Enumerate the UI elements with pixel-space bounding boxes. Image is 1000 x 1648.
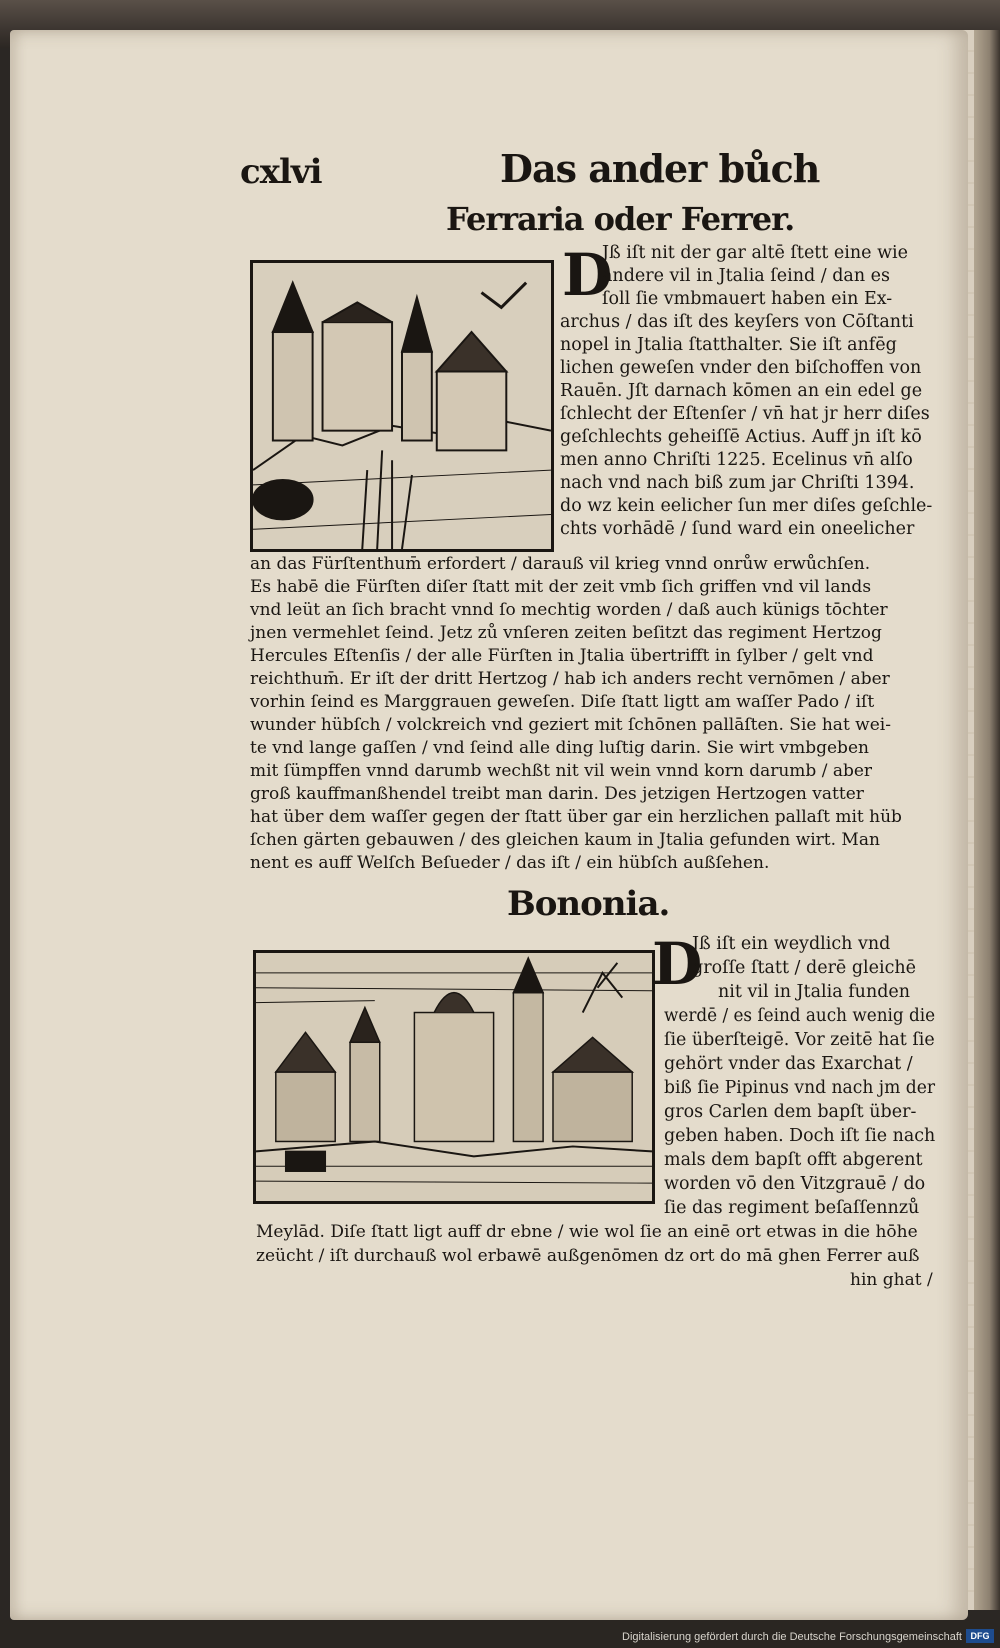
text-line: ſie überſteigē. Vor zeitē hat ſie [664, 1030, 935, 1050]
text-line: vnd leüt an ſich bracht vnnd ſo mechtig worden / daß auch künigs tōchter [250, 600, 888, 620]
text-line: nent es auff Welſch Beſueder / das iſt / ein hübſch außſehen. [250, 853, 770, 873]
folio-number: cxlvi [240, 152, 322, 192]
running-head: Das ander bůch [500, 146, 820, 191]
text-line: reichthum̄. Er iſt der dritt Hertzog / hab ich anders recht vernōmen / aber [250, 669, 890, 689]
text-line: hin ghat / [850, 1270, 933, 1290]
text-line: gros Carlen dem bapſt über- [664, 1102, 917, 1122]
text-line: mit ſümpffen vnnd darumb wechßt nit vil wein vnnd korn darumb / aber [250, 761, 873, 781]
text-line: ſchlecht der Eſtenſer / vn̄ hat jr herr diſes [560, 404, 930, 424]
text-line: an das Fürſtenthum̄ erfordert / darauß vil krieg vnnd onrůw erwůchſen. [250, 554, 871, 574]
text-line: do wz kein eelicher ſun mer diſes geſchle- [560, 496, 933, 516]
text-line: Hercules Eſtenſis / der alle Fürſten in Jtalia übertrifft in ſylber / gelt vnd [250, 646, 874, 666]
text-line: jnen vermehlet ſeind. Jetz zů vnſeren zeiten beſitzt das regiment Hertzog [250, 623, 882, 643]
woodcut-ferraria [250, 260, 554, 552]
text-line: ſoll ſie vmbmauert haben ein Ex- [602, 289, 893, 309]
text-line: ſchen gärten gebauwen / des gleichen kaum in Jtalia gefunden wirt. Man [250, 830, 880, 850]
section-title-bononia: Bononia. [507, 884, 670, 924]
text-line: gehört vnder das Exarchat / [664, 1054, 913, 1074]
text-line: groſſe ſtatt / derē gleichē [692, 958, 917, 978]
text-line: Jß iſt nit der gar altē ſtett eine wie [602, 243, 909, 263]
text-line: nit vil in Jtalia funden [718, 982, 911, 1002]
text-line: vorhin ſeind es Marggrauen geweſen. Diſe ſtatt ligtt am waſſer Pado / iſt [250, 692, 875, 712]
text-line: Jß iſt ein weydlich vnd [692, 934, 891, 954]
text-line: andere vil in Jtalia ſeind / dan es [602, 266, 891, 286]
drop-cap-initial: D [562, 241, 613, 309]
text-line: nopel in Jtalia ſtatthalter. Sie iſt anfēg [560, 335, 897, 355]
section-title-ferraria: Ferraria oder Ferrer. [446, 200, 795, 238]
text-line: biß ſie Pipinus vnd nach jm der [664, 1078, 936, 1098]
text-line: lichen geweſen vnder den biſchoffen von [560, 358, 922, 378]
drop-cap-initial: D [652, 930, 703, 998]
text-line: wunder hübſch / volckreich vnd geziert mit ſchōnen pallāſten. Sie hat wei- [250, 715, 891, 735]
digitization-credit: Digitalisierung gefördert durch die Deutsche Forschungsgemeinschaft [622, 1631, 962, 1643]
text-line: zeücht / iſt durchauß wol erbawē außgenōmen dz ort do mā ghen Ferrer auß [256, 1246, 920, 1266]
text-line: ſie das regiment beſaſſennzů [664, 1198, 920, 1218]
woodcut-bononia [253, 950, 655, 1204]
text-line: chts vorhādē / ſund ward ein oneelicher [560, 519, 915, 539]
text-line: nach vnd nach biß zum jar Chriſti 1394. [560, 473, 915, 493]
text-line: men anno Chriſti 1225. Ecelinus vn̄ alſo [560, 450, 913, 470]
text-line: te vnd lange gaſſen / vnd ſeind alle ding luſtig darin. Sie wirt vmbgeben [250, 738, 869, 758]
text-line: werdē / es ſeind auch wenig die [664, 1006, 936, 1026]
text-line: Meylād. Diſe ſtatt ligt auff dr ebne / wie wol ſie an einē ort etwas in die hōhe [256, 1222, 918, 1242]
text-line: geben haben. Doch iſt ſie nach [664, 1126, 936, 1146]
text-line: archus / das iſt des keyſers von Cōſtanti [560, 312, 914, 332]
text-line: groß kauffmanßhendel treibt man darin. Des jetzigen Hertzogen vatter [250, 784, 864, 804]
text-line: worden vō den Vitzgrauē / do [664, 1174, 926, 1194]
text-line: Rauēn. Jſt darnach kōmen an ein edel ge [560, 381, 923, 401]
text-line: mals dem bapſt offt abgerent [664, 1150, 923, 1170]
text-line: Es habē die Fürſten diſer ſtatt mit der zeit vmb ſich griffen vnd vil lands [250, 577, 872, 597]
text-line: geſchlechts geheiſſē Actius. Auff jn iſt kō [560, 427, 922, 447]
text-line: hat über dem waſſer gegen der ſtatt über gar ein herzlichen pallaſt mit hüb [250, 807, 902, 827]
dfg-logo: DFG [966, 1629, 994, 1643]
